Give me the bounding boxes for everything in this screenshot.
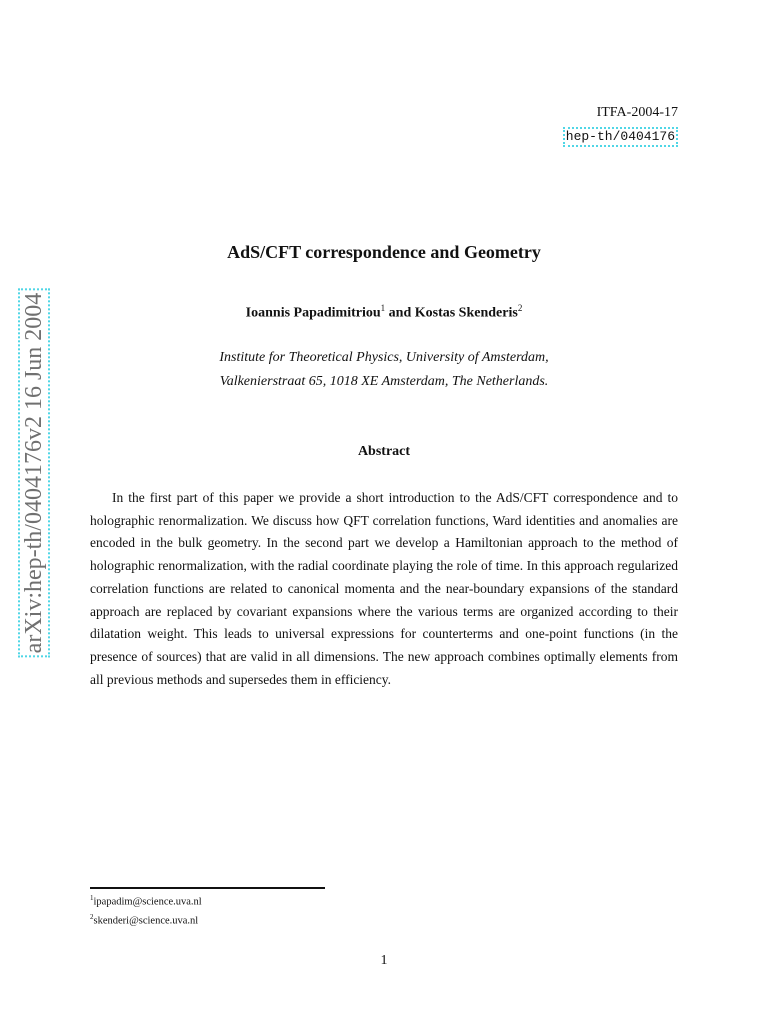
author-line <box>0 303 768 322</box>
report-number: ITFA-2004-17 <box>596 105 678 120</box>
author-connector: and <box>388 305 412 321</box>
footnotes <box>90 891 202 928</box>
affiliation-line: Valkenierstraat 65, 1018 XE Amsterdam, The Netherlands. <box>219 374 549 389</box>
page-number: 1 <box>380 953 388 968</box>
footnote-divider <box>90 887 325 889</box>
footnote-mark: 2 <box>90 912 94 921</box>
author-name: Kostas Skenderis <box>414 305 518 321</box>
footnote-mark: 2 <box>517 303 523 313</box>
footnote-item <box>90 891 202 910</box>
author-name: Ioannis Papadimitriou <box>245 305 381 321</box>
footnote-email: skenderi@science.uva.nl <box>93 915 199 926</box>
arxiv-reference-link[interactable]: hep-th/0404176 <box>563 127 678 147</box>
footnote-mark: 1 <box>380 303 386 313</box>
footnote-item <box>90 910 202 929</box>
footnote-mark: 1 <box>90 894 94 902</box>
affiliation <box>0 346 768 394</box>
footnote-email: ipapadim@science.uva.nl <box>93 896 202 908</box>
affiliation-line: Institute for Theoretical Physics, University of Amsterdam, <box>219 350 549 365</box>
paper-title: AdS/CFT correspondence and Geometry <box>227 242 541 262</box>
abstract-heading: Abstract <box>357 444 411 459</box>
arxiv-side-stamp-link[interactable]: arXiv:hep-th/0404176v2 16 Jun 2004 <box>18 289 50 658</box>
abstract-text: In the first part of this paper we provide a short introduction to the AdS/CFT correspondence and to holographic renormalization. We discuss how QFT correlation functions, Ward identities and anomalies are encoded in the bulk geometry. In the second part we develop a Hamiltonian approach to the method of holographic renormalization, with the radial coordinate playing the role of time. In this approach regularized correlation functions are related to canonical momenta and the near-boundary expansions of the standard approach are replaced by covariant expansions where the various terms are organized according to their dilatation weight. This leads to universal expressions for counterterms and one-point functions (in the presence of sources) that are valid in all dimensions. The new approach combines optimally elements from all previous methods and supersedes them in efficiency. <box>90 490 678 687</box>
